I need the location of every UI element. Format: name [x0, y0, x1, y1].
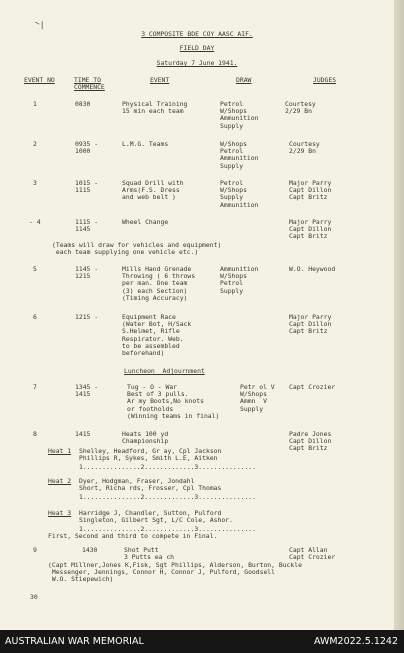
event-judges: Courtesy 2/29 Bn: [285, 100, 316, 116]
event-no: 9: [33, 546, 37, 554]
event-no: 8: [33, 430, 37, 438]
event-draw: W/Shops Petrol Ammunition Supply: [220, 140, 259, 170]
heat-names: Dyer, Hodgman, Fraser, Jondahl Short, Richa rds, Frosser, Cpl Thomas: [79, 477, 222, 493]
event-time: 1145 - 1215: [75, 265, 99, 281]
event-time: 1345 - 1415: [75, 383, 99, 399]
event-time: 1430: [82, 546, 98, 554]
event-judges: Capt Crozier: [289, 383, 336, 391]
event-judges: Padre Jones Capt Dillon Capt Britz: [289, 430, 332, 453]
final-note: First, Second and third to compete in Final.: [48, 532, 218, 540]
header-draw: DRAW: [236, 76, 252, 84]
heat-label: Heat 1: [48, 447, 72, 455]
event-judges: Major Parry Capt Dillon Capt Britz: [289, 313, 332, 336]
event-judges: Capt Allan Capt Crozier: [289, 546, 336, 562]
footer-source: AUSTRALIAN WAR MEMORIAL: [5, 636, 144, 647]
heat-names: Harridge J, Chandler, Sutton, Pulford Singleton, Gilbert Sgt, L/C Cole, Ashor.: [79, 509, 233, 525]
document-date: Saturday 7 June 1941.: [156, 59, 238, 67]
event-time: 0935 - 1000: [75, 140, 99, 156]
event-time: 0830: [75, 100, 91, 108]
event-draw: Petr ol V W/Shops Ammn V Supply: [240, 383, 275, 413]
event-time: 1115 - 1145: [75, 218, 99, 234]
header-event: EVENT: [150, 76, 170, 84]
event-description: Tug - O - War Best of 3 pulls. Ar my Boots,No knots or footholds (Winning teams in final): [127, 383, 220, 420]
event-judges: W.O. Heywood: [289, 265, 336, 273]
event-time: 1015 - 1115: [75, 179, 99, 195]
placings-line: 1...............2.............3...............: [79, 493, 256, 501]
margin-tick-mark: ~\: [32, 18, 47, 32]
placings-line: 1...............2.............3...............: [79, 463, 256, 471]
header-judges: JUDGES: [313, 76, 337, 84]
footer-accession: AWM2022.5.1242: [313, 636, 398, 647]
archive-footer: [0, 630, 404, 653]
placings-line: 1...............2.............3...............: [79, 525, 256, 533]
page-mark: 30: [30, 593, 38, 601]
event-description: L.M.G. Teams: [122, 140, 169, 148]
document-title: FIELD DAY: [179, 44, 215, 52]
event-judges: Major Parry Capt Dillon Capt Britz: [289, 218, 332, 241]
event-4-note: (Teams will draw for vehicles and equipment) each team supplying one vehicle etc.): [52, 241, 222, 257]
heat-label: Heat 2: [48, 477, 72, 485]
event-judges: Major Parry Capt Dillon Capt Britz: [289, 179, 332, 202]
header-time: TIME TO COMMENCE: [74, 76, 105, 92]
header-event-no: EVENT NO: [24, 76, 55, 84]
event-draw: Ammunition W/Shops Petrol Supply: [220, 265, 259, 295]
event-description: Shot Putt 3 Putts ea ch: [124, 546, 175, 562]
event-no: 1: [33, 100, 37, 108]
event-description: Squad Drill with Arms(F.S. Dress and web belt ): [122, 179, 184, 202]
event-no: 7: [33, 383, 37, 391]
event-description: Physical Training 15 min each team: [122, 100, 188, 116]
event-description: Heats 100 yd Championship: [122, 430, 169, 446]
event-no: 3: [33, 179, 37, 187]
event-judges: Courtesy 2/29 Bn: [289, 140, 320, 156]
event-draw: Petrol W/Shops Ammunition Supply: [220, 100, 259, 130]
event-no: 2: [33, 140, 37, 148]
paper-edge: [394, 0, 404, 630]
heat-label: Heat 3: [48, 509, 72, 517]
event-no: 6: [33, 313, 37, 321]
event-description: Equipment Race (Water Bot, H/Sack S.Helmet, Rifle Respirator. Web. to be assembled beforehand): [122, 313, 192, 358]
event-no: 5: [33, 265, 37, 273]
event-time: 1415: [75, 430, 91, 438]
event-no: ‐ 4: [29, 218, 41, 226]
luncheon-adjournment: Luncheon Adjournment: [124, 367, 205, 375]
heat-names: Shelley, Headford, Gr ay, Cpl Jackson Phillips R, Sykes, Smith L.E, Aitken: [79, 447, 222, 463]
event-description: Mills Hand Grenade Throwing ( 6 throws per man. One team (3) each Section) (Timing Accuracy): [122, 265, 196, 302]
unit-heading: 3 COMPOSITE BDE COY AASC AIF.: [141, 30, 253, 38]
shot-putt-entrants: (Capt Millner,Jones K,Fisk, Sgt Phillips, Alderson, Burton, Buckle Messenger, Jennings, Connor H, Connor J, Pulford, Goodsell W.O. Stiepewich): [48, 561, 302, 584]
event-draw: Petrol W/Shops Supply Ammunition: [220, 179, 259, 209]
event-time: 1215 -: [75, 313, 99, 321]
event-description: Wheel Change: [122, 218, 169, 226]
